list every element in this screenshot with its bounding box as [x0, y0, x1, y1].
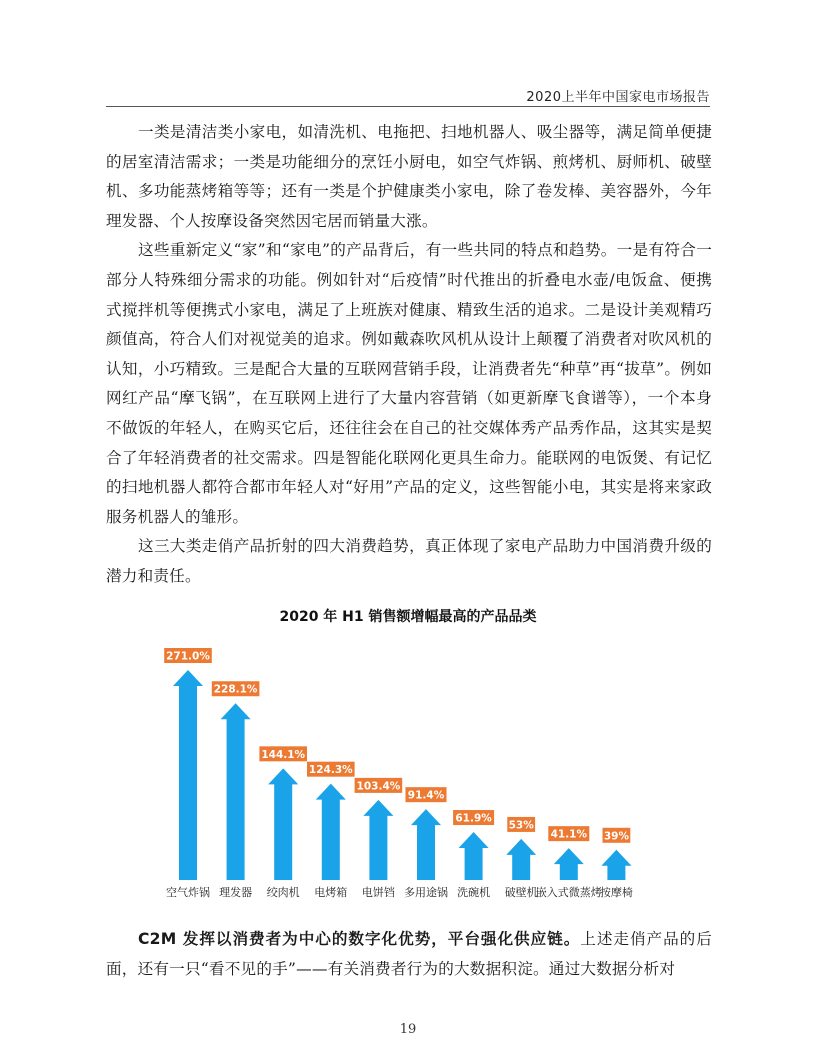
value-label: 103.4% [356, 780, 401, 793]
category-label: 破壁机 [504, 886, 538, 899]
bar-arrow [316, 784, 346, 880]
page-header [106, 86, 710, 104]
bottom-text: 上述走俏产品的后面，还有一只“看不见的手”——有关消费者行为的大数据积淀。通过大数据分析对 [106, 930, 713, 978]
bar-arrow [363, 800, 393, 880]
header-divider [106, 106, 710, 107]
bar-arrow [601, 850, 631, 880]
paragraph-1: 一类是清洁类小家电，如清洗机、电拖把、扫地机器人、吸尘器等，满足简单便捷的居室清洁需求；一类是功能细分的烹饪小厨电，如空气炸锅、煎烤机、厨师机、破壁机、多功能蒸烤箱等等；还有一类是个护健康类小家电，除了卷发棒、美容器外，今年理发器、个人按摩设备突然因宅居而销量大涨。 [106, 123, 712, 230]
category-label: 电烤箱 [314, 886, 348, 899]
value-label: 91.4% [407, 789, 445, 802]
value-label: 124.3% [308, 764, 353, 777]
value-label: 53% [508, 819, 534, 832]
bar-arrow [554, 848, 584, 880]
value-label: 61.9% [455, 812, 492, 825]
report-title: 2020上半年中国家电市场报告 [526, 90, 710, 105]
bar-arrow [268, 768, 298, 880]
bar-arrow [506, 839, 536, 880]
value-label: 271.0% [166, 650, 210, 663]
category-label: 洗碗机 [457, 886, 491, 899]
growth-bar-chart [150, 632, 670, 904]
bar-arrow [411, 809, 441, 880]
category-label: 绞肉机 [266, 886, 300, 899]
paragraph-2: 这些重新定义“家”和“家电”的产品背后，有一些共同的特点和趋势。一是有符合一部分人特殊细分需求的功能。例如针对“后疫情”时代推出的折叠电水壶/电饭盒、便携式搅拌机等便携式小家电，满足了上班族对健康、精致生活的追求。二是设计美观精巧颜值高，符合人们对视觉美的追求。例如戴森吹风机从设计上颠覆了消费者对吹风机的认知，小巧精致。三是配合大量的互联网营销手段，让消费者先“种草”再“拔草”。例如网红产品“摩飞锅”，在互联网上进行了大量内容营销（如更新摩飞食谱等），一个本身不做饭的年轻人，在购买它后，还往往会在自己的社交媒体秀产品秀作品，这其实是契合了年轻消费者的社交需求。四是智能化联网化更具生命力。能联网的电饭煲、有记忆的扫地机器人都符合都市年轻人对“好用”产品的定义，这些智能小电，其实是将来家政服务机器人的雏形。 [106, 241, 712, 526]
category-label: 空气炸锅 [166, 886, 210, 899]
bar-arrow [459, 832, 489, 880]
category-label: 嵌入式微蒸烤 [535, 886, 602, 899]
value-label: 41.1% [550, 828, 588, 841]
body-text [106, 118, 712, 592]
bold-lead-sentence: C2M 发挥以消费者为中心的数字化优势，平台强化供应链。 [138, 930, 581, 948]
bottom-paragraph [106, 925, 712, 984]
value-label: 144.1% [261, 748, 306, 761]
page-number: 19 [399, 1022, 417, 1037]
category-label: 按摩椅 [599, 886, 633, 899]
category-label: 多用途锅 [404, 886, 448, 899]
bar-arrow [221, 703, 251, 880]
paragraph-3: 这三大类走俏产品折射的四大消费趋势，真正体现了家电产品助力中国消费升级的潜力和责任。 [106, 537, 712, 585]
category-label: 电饼铛 [361, 886, 395, 899]
value-label: 228.1% [213, 683, 258, 696]
value-label: 39% [603, 830, 629, 843]
category-label: 理发器 [219, 886, 253, 899]
chart-title: 2020 年 H1 销售额增幅最高的产品品类 [279, 609, 537, 625]
bar-arrow [173, 670, 203, 880]
